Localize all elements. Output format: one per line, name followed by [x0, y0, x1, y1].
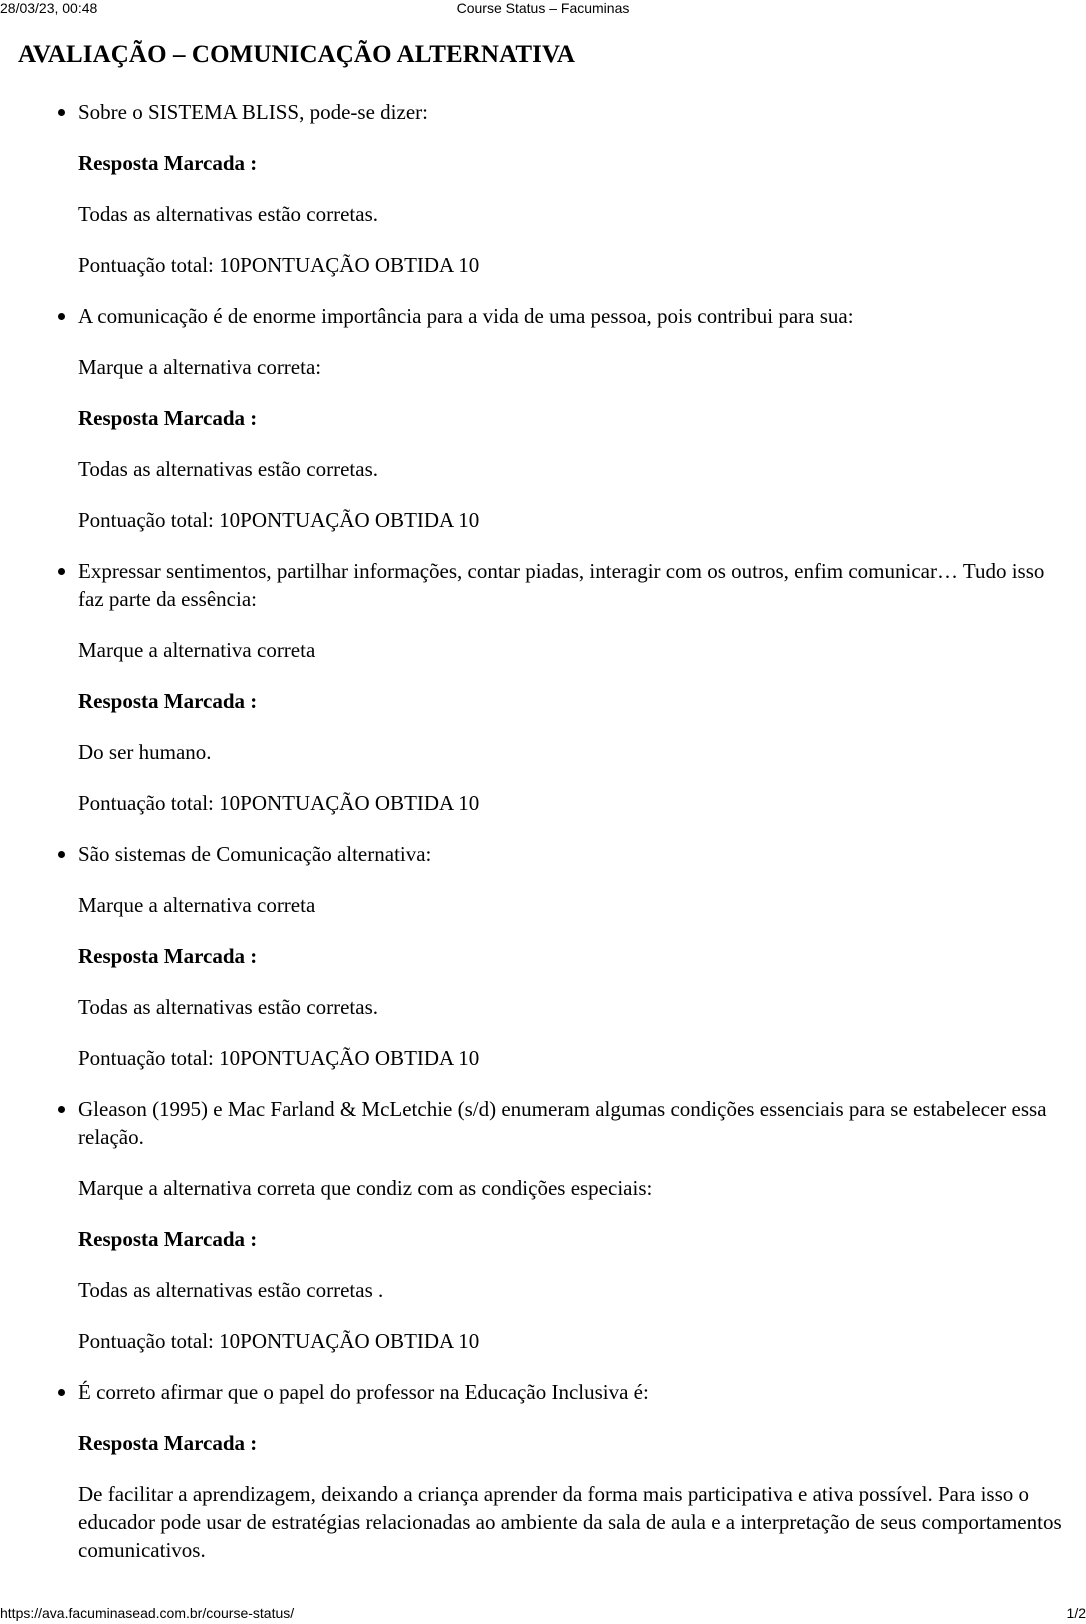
- question-text: Sobre o SISTEMA BLISS, pode-se dizer:: [78, 100, 428, 124]
- print-page-number: 1/2: [1066, 1605, 1086, 1621]
- score-text: Pontuação total: 10PONTUAÇÃO OBTIDA 10: [78, 508, 480, 532]
- answer-label: Resposta Marcada :: [78, 1227, 258, 1251]
- question-item: [78, 1378, 1068, 1564]
- question-item: [78, 302, 1068, 534]
- answer-text: Todas as alternativas estão corretas.: [78, 995, 378, 1019]
- answer-text: Todas as alternativas estão corretas.: [78, 202, 378, 226]
- question-item: [78, 840, 1068, 1072]
- answer-text: De facilitar a aprendizagem, deixando a criança aprender da forma mais participativa e ativa possível. Para isso o educador pode usar de estratégias relacionadas ao ambiente da sala de aula e a interpretação de seus comportamentos comunicativos.: [78, 1482, 1062, 1562]
- question-text: Expressar sentimentos, partilhar informações, contar piadas, interagir com os outros, enfim comunicar… Tudo isso faz parte da essência:: [78, 559, 1045, 611]
- answer-label: Resposta Marcada :: [78, 689, 258, 713]
- question-text: Gleason (1995) e Mac Farland & McLetchie (s/d) enumeram algumas condições essenciais para se estabelecer essa relação.: [78, 1097, 1047, 1149]
- score-text: Pontuação total: 10PONTUAÇÃO OBTIDA 10: [78, 791, 480, 815]
- answer-text: Todas as alternativas estão corretas .: [78, 1278, 384, 1302]
- print-header: [0, 0, 1086, 16]
- question-text: A comunicação é de enorme importância para a vida de uma pessoa, pois contribui para sua:: [78, 304, 854, 328]
- answer-label: Resposta Marcada :: [78, 151, 258, 175]
- question-text: É correto afirmar que o papel do professor na Educação Inclusiva é:: [78, 1380, 649, 1404]
- answer-text: Todas as alternativas estão corretas.: [78, 457, 378, 481]
- page-title: AVALIAÇÃO – COMUNICAÇÃO ALTERNATIVA: [18, 41, 576, 68]
- question-item: [78, 1095, 1068, 1355]
- print-footer: [0, 1605, 1086, 1621]
- instruction-text: Marque a alternativa correta:: [78, 355, 322, 379]
- instruction-text: Marque a alternativa correta que condiz com as condições especiais:: [78, 1176, 653, 1200]
- answer-label: Resposta Marcada :: [78, 1431, 258, 1455]
- answer-text: Do ser humano.: [78, 740, 212, 764]
- score-text: Pontuação total: 10PONTUAÇÃO OBTIDA 10: [78, 1046, 480, 1070]
- print-datetime: 28/03/23, 00:48: [0, 0, 98, 16]
- instruction-text: Marque a alternativa correta: [78, 638, 316, 662]
- print-page-title: Course Status – Facuminas: [456, 0, 630, 16]
- answer-label: Resposta Marcada :: [78, 406, 258, 430]
- print-url: https://ava.facuminasead.com.br/course-status/: [0, 1605, 295, 1621]
- question-item: [78, 557, 1068, 817]
- question-item: [78, 98, 1068, 279]
- question-list: [78, 98, 1068, 1587]
- score-text: Pontuação total: 10PONTUAÇÃO OBTIDA 10: [78, 1329, 480, 1353]
- answer-label: Resposta Marcada :: [78, 944, 258, 968]
- score-text: Pontuação total: 10PONTUAÇÃO OBTIDA 10: [78, 253, 480, 277]
- instruction-text: Marque a alternativa correta: [78, 893, 316, 917]
- question-text: São sistemas de Comunicação alternativa:: [78, 842, 432, 866]
